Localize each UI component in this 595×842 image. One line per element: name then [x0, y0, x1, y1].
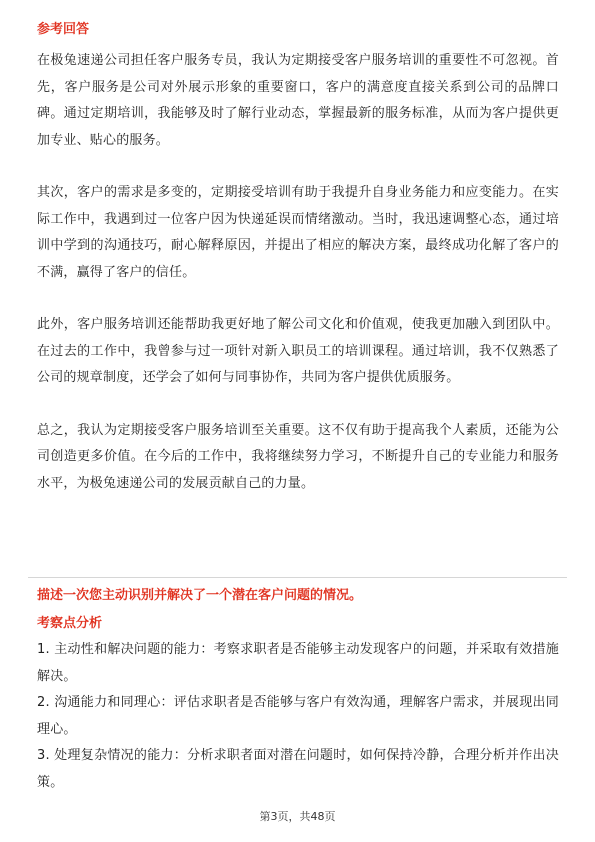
page-number: 第3页，共48页 — [259, 810, 336, 823]
answer-paragraph-1: 在极兔速递公司担任客户服务专员，我认为定期接受客户服务培训的重要性不可忽视。首先，客户服务是公司对外展示形象的重要窗口，客户的满意度直接关系到公司的品牌口碑。通过定期培训，我能够及时了解行业动态，掌握最新的服务标准，从而为客户提供更加专业、贴心的服务。 — [37, 53, 559, 148]
analysis-item-3: 3. 处理复杂情况的能力：分析求职者面对潜在问题时，如何保持冷静，合理分析并作出决策。 — [37, 748, 559, 790]
section-divider — [28, 577, 567, 578]
answer-paragraph-2: 其次，客户的需求是多变的，定期接受培训有助于我提升自身业务能力和应变能力。在实际工作中，我遇到过一位客户因为快递延误而情绪激动。当时，我迅速调整心态，通过培训中学到的沟通技巧，耐心解释原因，并提出了相应的解决方案，最终成功化解了客户的不满，赢得了客户的信任。 — [37, 185, 559, 280]
answer-heading: 参考回答 — [37, 22, 90, 37]
analysis-item-2: 2. 沟通能力和同理心：评估求职者是否能够与客户有效沟通，理解客户需求，并展现出同理心。 — [37, 695, 559, 737]
answer-paragraph-3: 此外，客户服务培训还能帮助我更好地了解公司文化和价值观，使我更加融入到团队中。在过去的工作中，我曾参与过一项针对新入职员工的培训课程。通过培训，我不仅熟悉了公司的规章制度，还学会了如何与同事协作，共同为客户提供优质服务。 — [37, 317, 559, 385]
question-section — [37, 585, 559, 796]
analysis-item-1: 1. 主动性和解决问题的能力：考察求职者是否能够主动发现客户的问题，并采取有效措施解决。 — [37, 642, 559, 684]
analysis-heading: 考察点分析 — [37, 616, 103, 631]
question-text: 描述一次您主动识别并解决了一个潜在客户问题的情况。 — [37, 588, 363, 603]
answer-paragraph-4: 总之，我认为定期接受客户服务培训至关重要。这不仅有助于提高我个人素质，还能为公司创造更多价值。在今后的工作中，我将继续努力学习，不断提升自己的专业能力和服务水平，为极兔速递公司的发展贡献自己的力量。 — [37, 422, 559, 491]
answer-section — [37, 20, 559, 497]
